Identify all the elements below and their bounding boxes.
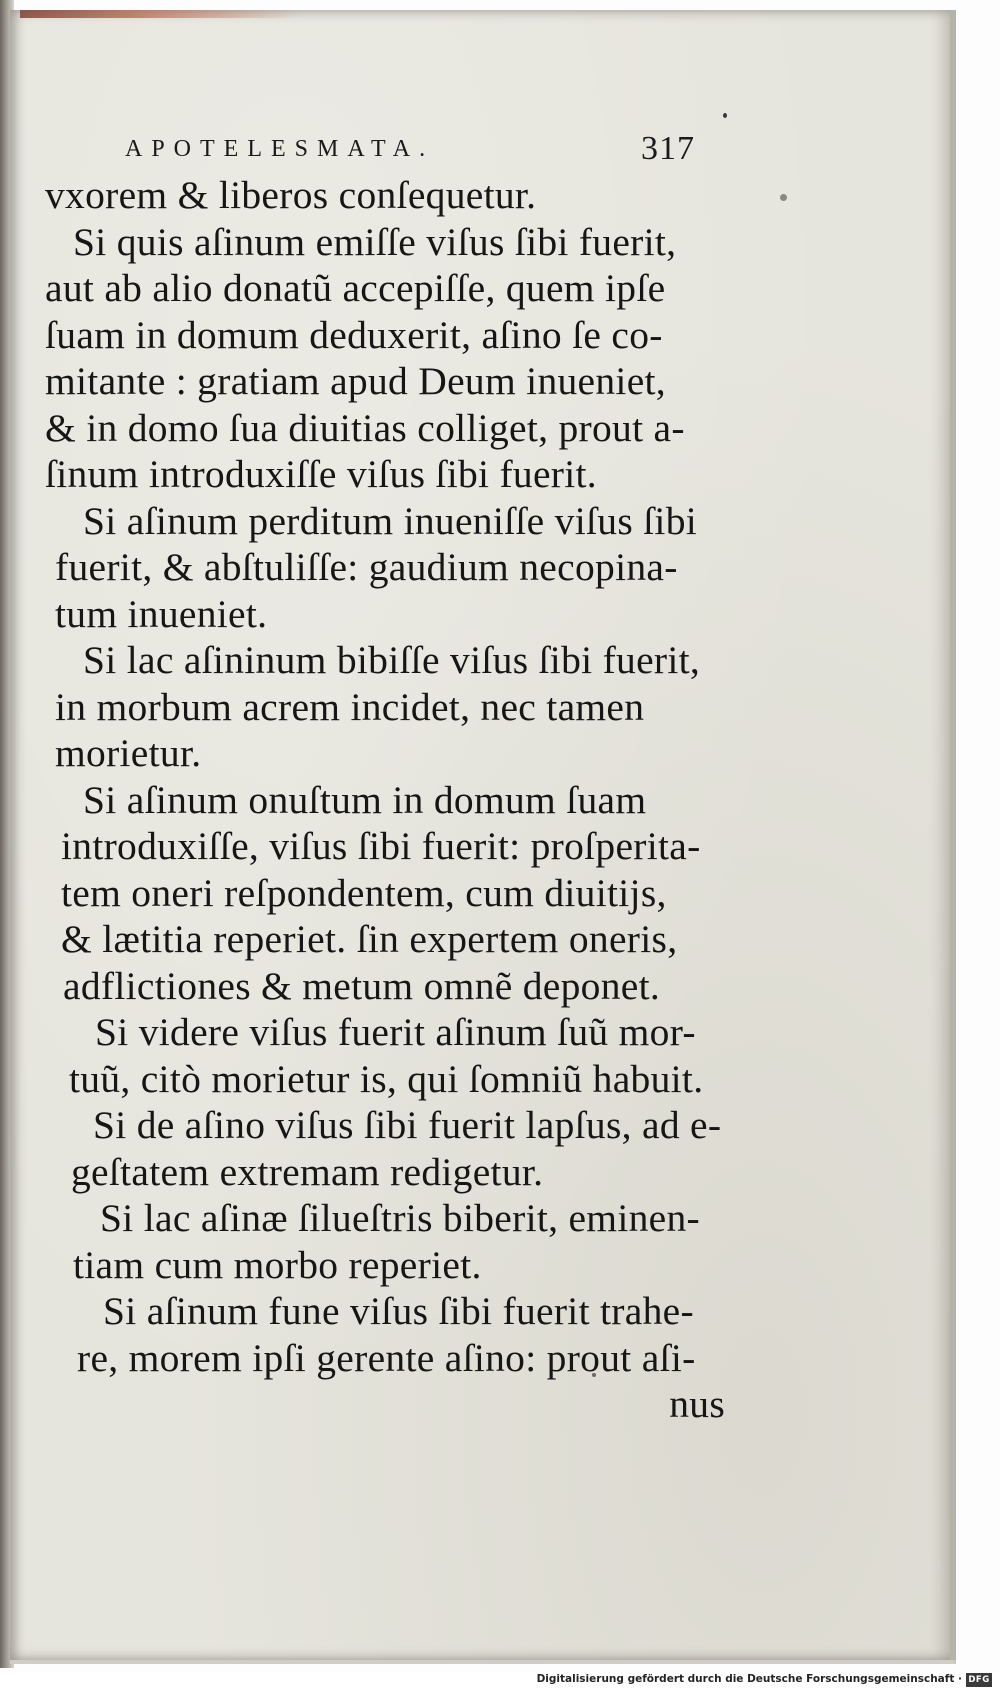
running-title: APOTELESMATA. <box>125 136 435 162</box>
text-line: ſuam in domum deduxerit, aſino ſe co- <box>45 312 663 357</box>
text-line: tuũ, citò morietur is, qui ſomniũ habuit. <box>69 1056 704 1101</box>
text-line: Si de aſino viſus ſibi fuerit lapſus, ad e- <box>93 1103 722 1147</box>
text-line: tiam cum morbo reperiet. <box>73 1242 482 1287</box>
page-top-edge-stain <box>20 10 300 18</box>
text-line: vxorem & liberos conſequetur. <box>45 173 537 217</box>
text-line: & in domo ſua diuitias colliget, prout a- <box>45 405 685 450</box>
dfg-logo: DFG <box>966 1673 992 1687</box>
text-line: & lætitia reperiet. ſin expertem oneris, <box>61 917 678 961</box>
text-line: adflictiones & metum omnẽ deponet. <box>63 963 661 1008</box>
text-line: Si aſinum perditum inueniſſe viſus ſibi <box>83 498 698 543</box>
text-line: ſinum introduxiſſe viſus ſibi fuerit. <box>45 452 597 496</box>
text-line: Si quis aſinum emiſſe viſus ſibi fuerit, <box>73 219 677 264</box>
text-line: aut ab alio donatũ accepiſſe, quem ipſe <box>45 266 666 310</box>
running-header <box>125 132 695 172</box>
text-line: geſtatem extremam redigetur. <box>71 1149 544 1194</box>
text-line: introduxiſſe, viſus ſibi fuerit: proſperita- <box>61 824 701 868</box>
text-line: morietur. <box>55 731 202 775</box>
text-line: Si lac aſinæ ſilueſtris biberit, eminen- <box>100 1196 700 1240</box>
text-line: Si aſinum onuſtum in domum ſuam <box>83 777 647 822</box>
text-line: Si aſinum fune viſus ſibi fuerit trahe- <box>103 1289 694 1333</box>
text-line: tum inueniet. <box>55 591 268 636</box>
page-right-edge <box>950 10 956 1660</box>
text-line: fuerit, & abſtuliſſe: gaudium necopina- <box>55 545 678 589</box>
page-number: 317 <box>641 130 695 167</box>
text-line: mitante : gratiam apud Deum inueniet, <box>45 359 666 403</box>
ink-speck <box>780 194 787 201</box>
text-line: in morbum acrem incidet, nec tamen <box>55 684 645 729</box>
text-line: tem oneri reſpondentem, cum diuitijs, <box>61 870 667 915</box>
text-line: Si videre viſus fuerit aſinum ſuũ mor- <box>95 1010 696 1054</box>
text-line: Si lac aſininum bibiſſe viſus ſibi fuerit, <box>83 638 701 682</box>
body-text <box>45 172 725 1428</box>
text-line: re, morem ipſi gerente aſino: prout aſi- <box>77 1335 696 1380</box>
catchword: nus <box>669 1382 725 1426</box>
ink-speck <box>723 113 727 118</box>
funding-credit: Digitalisierung gefördert durch die Deutsche Forschungsgemeinschaft · <box>536 1673 962 1685</box>
